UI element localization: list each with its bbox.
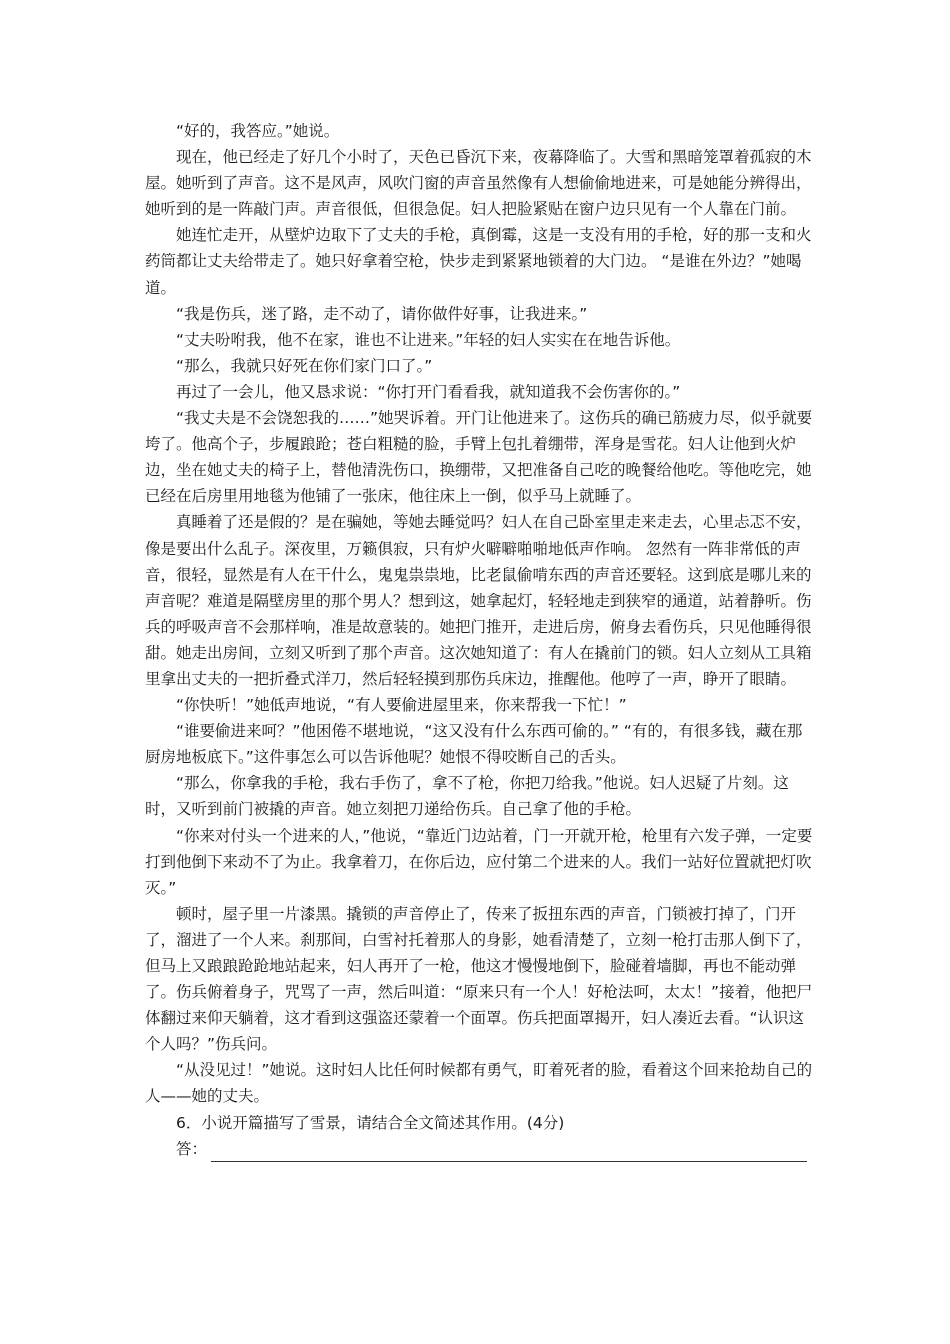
answer-label: 答：: [176, 1139, 208, 1158]
paragraph: “那么，我就只好死在你们家门口了。”: [176, 356, 433, 375]
paragraph: “那么，你拿我的手枪，我右手伤了，拿不了枪，你把刀给我。”他说。妇人迟疑了片刻。这时，又听到前门被撬的声音。她立刻把刀递给伤兵。自己拿了他的手枪。: [145, 774, 789, 819]
paragraph: 她连忙走开，从壁炉边取下了丈夫的手枪，真倒霉，这是一支没有用的手枪，好的那一支和火药筒都让丈夫给带走了。她只好拿着空枪，快步走到紧紧地锁着的大门边。 “是谁在外边？”她喝道。: [145, 226, 812, 297]
paragraph: 顿时，屋子里一片漆黑。撬锁的声音停止了，传来了扳扭东西的声音，门锁被打掉了，门开了，溜进了一个人来。刹那间，白雪衬托着那人的身影，她看清楚了，立刻一枪打击那人倒下了，但马上又踉踉跄跄地站起来，妇人再开了一枪，他这才慢慢地倒下，脸碰着墙脚，再也不能动弹了。伤兵俯着身子，咒骂了一声，然后叫道：“原来只有一个人！好枪法呵，太太！”接着，他把尸体翻过来仰天躺着，这才看到这强盗还蒙着一个面罩。伤兵把面罩揭开，妇人凑近去看。“认识这个人吗？”伤兵问。: [145, 904, 813, 1054]
paragraph: “谁要偷进来呵？”他困倦不堪地说，“这又没有什么东西可偷的。” “有的，有很多钱，藏在那厨房地板底下。”这件事怎么可以告诉他呢？她恨不得咬断自己的舌头。: [145, 722, 803, 767]
paragraph: “好的，我答应。”她说。: [176, 122, 340, 140]
question-text: 6．小说开篇描写了雪景，请结合全文简述其作用。(4分): [176, 1113, 565, 1132]
paragraph: “丈夫吩咐我，他不在家，谁也不让进来。”年轻的妇人实实在在地告诉他。: [176, 330, 681, 349]
paragraph: “我丈夫是不会饶恕我的……”她哭诉着。开门让他进来了。这伤兵的确已筋疲力尽，似乎就要垮了。他高个子，步履踉跄；苍白粗糙的脸，手臂上包扎着绷带，浑身是雪花。妇人让他到火炉边，坐在她丈夫的椅子上，替他清洗伤口，换绷带，又把准备自己吃的晚餐给他吃。等他吃完，她已经在后房里用地毯为他铺了一张床，他往床上一倒，似乎马上就睡了。: [145, 409, 813, 506]
paragraph: “你快听！”她低声地说，“有人要偷进屋里来，你来帮我一下忙！”: [176, 696, 627, 715]
paragraph: 现在，他已经走了好几个小时了，天色已昏沉下来，夜幕降临了。大雪和黑暗笼罩着孤寂的木屋。她听到了声音。这不是风声，风吹门窗的声音虽然像有人想偷偷地进来，可是她能分辨得出，她听到的是一阵敲门声。声音很低，但很急促。妇人把脸紧贴在窗户边只见有一个人靠在门前。: [145, 148, 812, 219]
answer-row: [145, 1136, 815, 1162]
document-page: [145, 118, 815, 1162]
paragraph: “从没见过！”她说。这时妇人比任何时候都有勇气，盯着死者的脸，看着这个回来抢劫自己的人——她的丈夫。: [145, 1061, 813, 1106]
paragraph: 再过了一会儿，他又恳求说：“你打开门看看我，就知道我不会伤害你的。”: [176, 382, 681, 401]
paragraph: “你来对付头一个进来的人，”他说，“靠近门边站着，门一开就开枪，枪里有六发子弹，一定要打到他倒下来动不了为止。我拿着刀，在你后边，应付第二个进来的人。我们一站好位置就把灯吹灭。”: [145, 826, 813, 897]
paragraph: 真睡着了还是假的？是在骗她，等她去睡觉吗？妇人在自己卧室里走来走去，心里忐忑不安，像是要出什么乱子。深夜里，万籁俱寂，只有炉火噼噼啪啪地低声作响。 忽然有一阵非常低的声音，很轻，显然是有人在干什么，鬼鬼祟祟地，比老鼠偷啃东西的声音还要轻。这到底是哪儿来的声音呢？难道是隔壁房里的那个男人？想到这，她拿起灯，轻轻地走到狭窄的通道，站着静听。伤兵的呼吸声音不会那样响，准是故意装的。她把门推开，走进后房，俯身去看伤兵，只见他睡得很甜。她走出房间，立刻又听到了那个声音。这次她知道了：有人在撬前门的锁。妇人立刻从工具箱里拿出丈夫的一把折叠式洋刀，然后轻轻摸到那伤兵床边，推醒他。他哼了一声，睁开了眼睛。: [145, 513, 812, 688]
answer-blank-line[interactable]: [211, 1142, 807, 1162]
paragraph: “我是伤兵，迷了路，走不动了，请你做件好事，让我进来。”: [176, 304, 588, 323]
